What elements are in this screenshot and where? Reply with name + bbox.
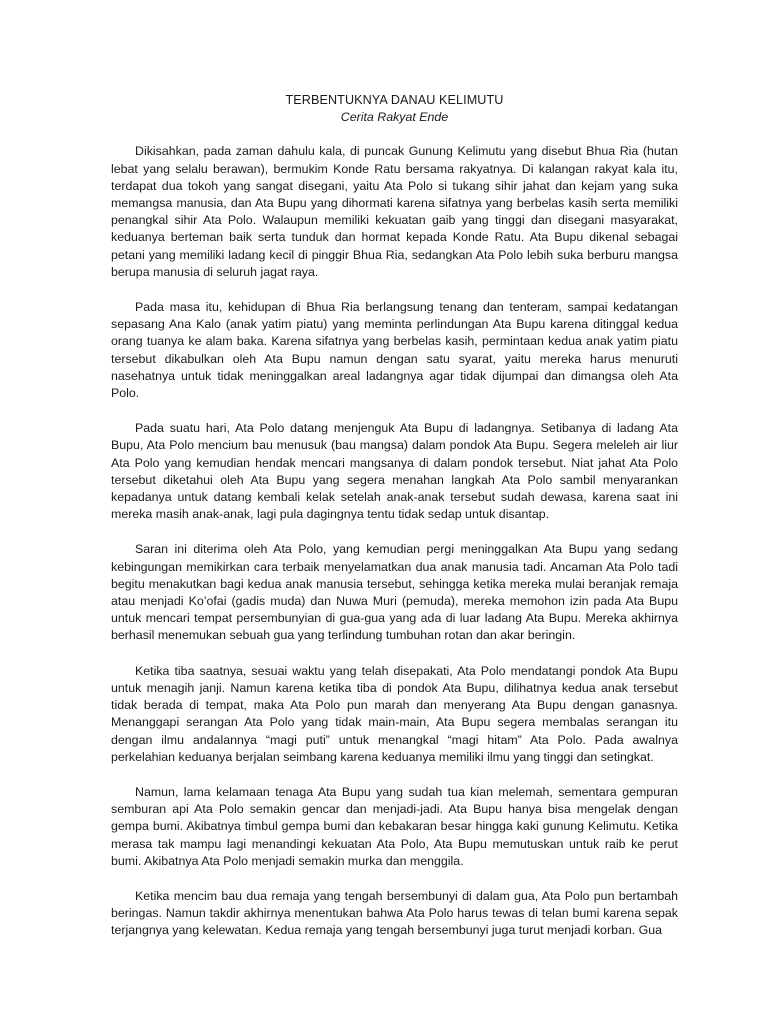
paragraph-2: Pada masa itu, kehidupan di Bhua Ria berlangsung tenang dan tenteram, sampai kedatangan sepasang Ana Kalo (anak yatim piatu) yang meminta perlindungan Ata Bupu karena ditinggal kedua orang tuanya ke alam baka. Karena sifatnya yang berbelas kasih, permintaan kedua anak yatim piatu tersebut dikabulkan oleh Ata Bupu namun dengan satu syarat, yaitu mereka harus menuruti nasehatnya untuk tidak meninggalkan areal ladangnya agar tidak dijumpai dan dimangsa oleh Ata Polo. — [111, 300, 678, 401]
title-spacer — [111, 126, 678, 143]
paragraph-4: Saran ini diterima oleh Ata Polo, yang kemudian pergi meninggalkan Ata Bupu yang sedang kebingungan memikirkan cara terbaik menyelamatkan dua anak manusia tadi. Ancaman Ata Polo tadi begitu menakutkan bagi kedua anak manusia tersebut, sehingga ketika mereka mulai beranjak remaja atau menjadi Ko’ofai (gadis muda) dan Nuwa Muri (pemuda), mereka memohon izin pada Ata Bupu untuk mencari tempat persembunyian di gua-gua yang ada di luar ladang Ata Bupu. Mereka akhirnya berhasil menemukan sebuah gua yang terlindung tumbuhan rotan dan akar beringin. — [111, 542, 678, 643]
document-title: TERBENTUKNYA DANAU KELIMUTU — [285, 93, 504, 107]
paragraph-1: Dikisahkan, pada zaman dahulu kala, di puncak Gunung Kelimutu yang disebut Bhua Ria (hutan lebat yang selalu berawan), bermukim Konde Ratu bersama rakyatnya. Di kalangan rakyat kala itu, terdapat dua tokoh yang sangat disegani, yaitu Ata Polo si tukang sihir jahat dan kejam yang suka memangsa manusia, dan Ata Bupu yang dihormati karena sifatnya yang berbelas kasih serta memiliki penangkal sihir Ata Polo. Walaupun memiliki kekuatan gaib yang tinggi dan disegani masyarakat, keduanya berteman baik serta tunduk dan hormat kepada Konde Ratu. Ata Bupu dikenal sebagai petani yang memiliki ladang kecil di pinggir Bhua Ria, sedangkan Ata Polo lebih suka berburu mangsa berupa manusia di seluruh jagat raya. — [111, 144, 678, 279]
paragraph-7: Ketika mencim bau dua remaja yang tengah bersembunyi di dalam gua, Ata Polo pun bertambah beringas. Namun takdir akhirnya menentukan bahwa Ata Polo harus tewas di telan bumi karena sepak terjangnya yang kelewatan. Kedua remaja yang tengah bersembunyi juga turut menjadi korban. Gua — [111, 888, 678, 938]
paragraph-3: Pada suatu hari, Ata Polo datang menjenguk Ata Bupu di ladangnya. Setibanya di ladang Ata Bupu, Ata Polo mencium bau menusuk (bau mangsa) dalam pondok Ata Bupu. Segera meleleh air liur Ata Polo yang kemudian hendak mencari mangsanya di dalam pondok tersebut. Niat jahat Ata Polo tersebut diketahui oleh Ata Bupu yang segera menahan langkah Ata Polo sambil menyarankan kepadanya untuk datang kembali kelak setelah anak-anak tersebut sudah dewasa, karena saat ini mereka masih anak-anak, lagi pula dagingnya tentu tidak sedap untuk disantap. — [111, 421, 678, 522]
document-body — [111, 92, 678, 958]
document-subtitle: Cerita Rakyat Ende — [340, 110, 449, 125]
paragraph-6: Namun, lama kelamaan tenaga Ata Bupu yang sudah tua kian melemah, sementara gempuran semburan api Ata Polo semakin gencar dan menjadi-jadi. Ata Bupu hanya bisa mengelak dengan gempa bumi. Akibatnya timbul gempa bumi dan kebakaran besar hingga kaki gunung Kelimutu. Ketika merasa tak mampu lagi menandingi kekuatan Ata Polo, Ata Bupu memutuskan untuk raib ke perut bumi. Akibatnya Ata Polo menjadi semakin murka dan menggila. — [111, 784, 678, 868]
paragraph-5: Ketika tiba saatnya, sesuai waktu yang telah disepakati, Ata Polo mendatangi pondok Ata Bupu untuk menagih janji. Namun karena ketika tiba di pondok Ata Bupu, dilihatnya kedua anak tersebut tidak berada di tempat, maka Ata Polo pun marah dan menyerang Ata Bupu dengan ganasnya. Menanggapi serangan Ata Polo yang tidak main-main, Ata Bupu segera membalas serangan itu dengan ilmu andalannya “magi puti” untuk menangkal “magi hitam” Ata Polo. Pada awalnya perkelahian keduanya berjalan seimbang karena keduanya memiliki ilmu yang tinggi dan setingkat. — [111, 663, 678, 764]
